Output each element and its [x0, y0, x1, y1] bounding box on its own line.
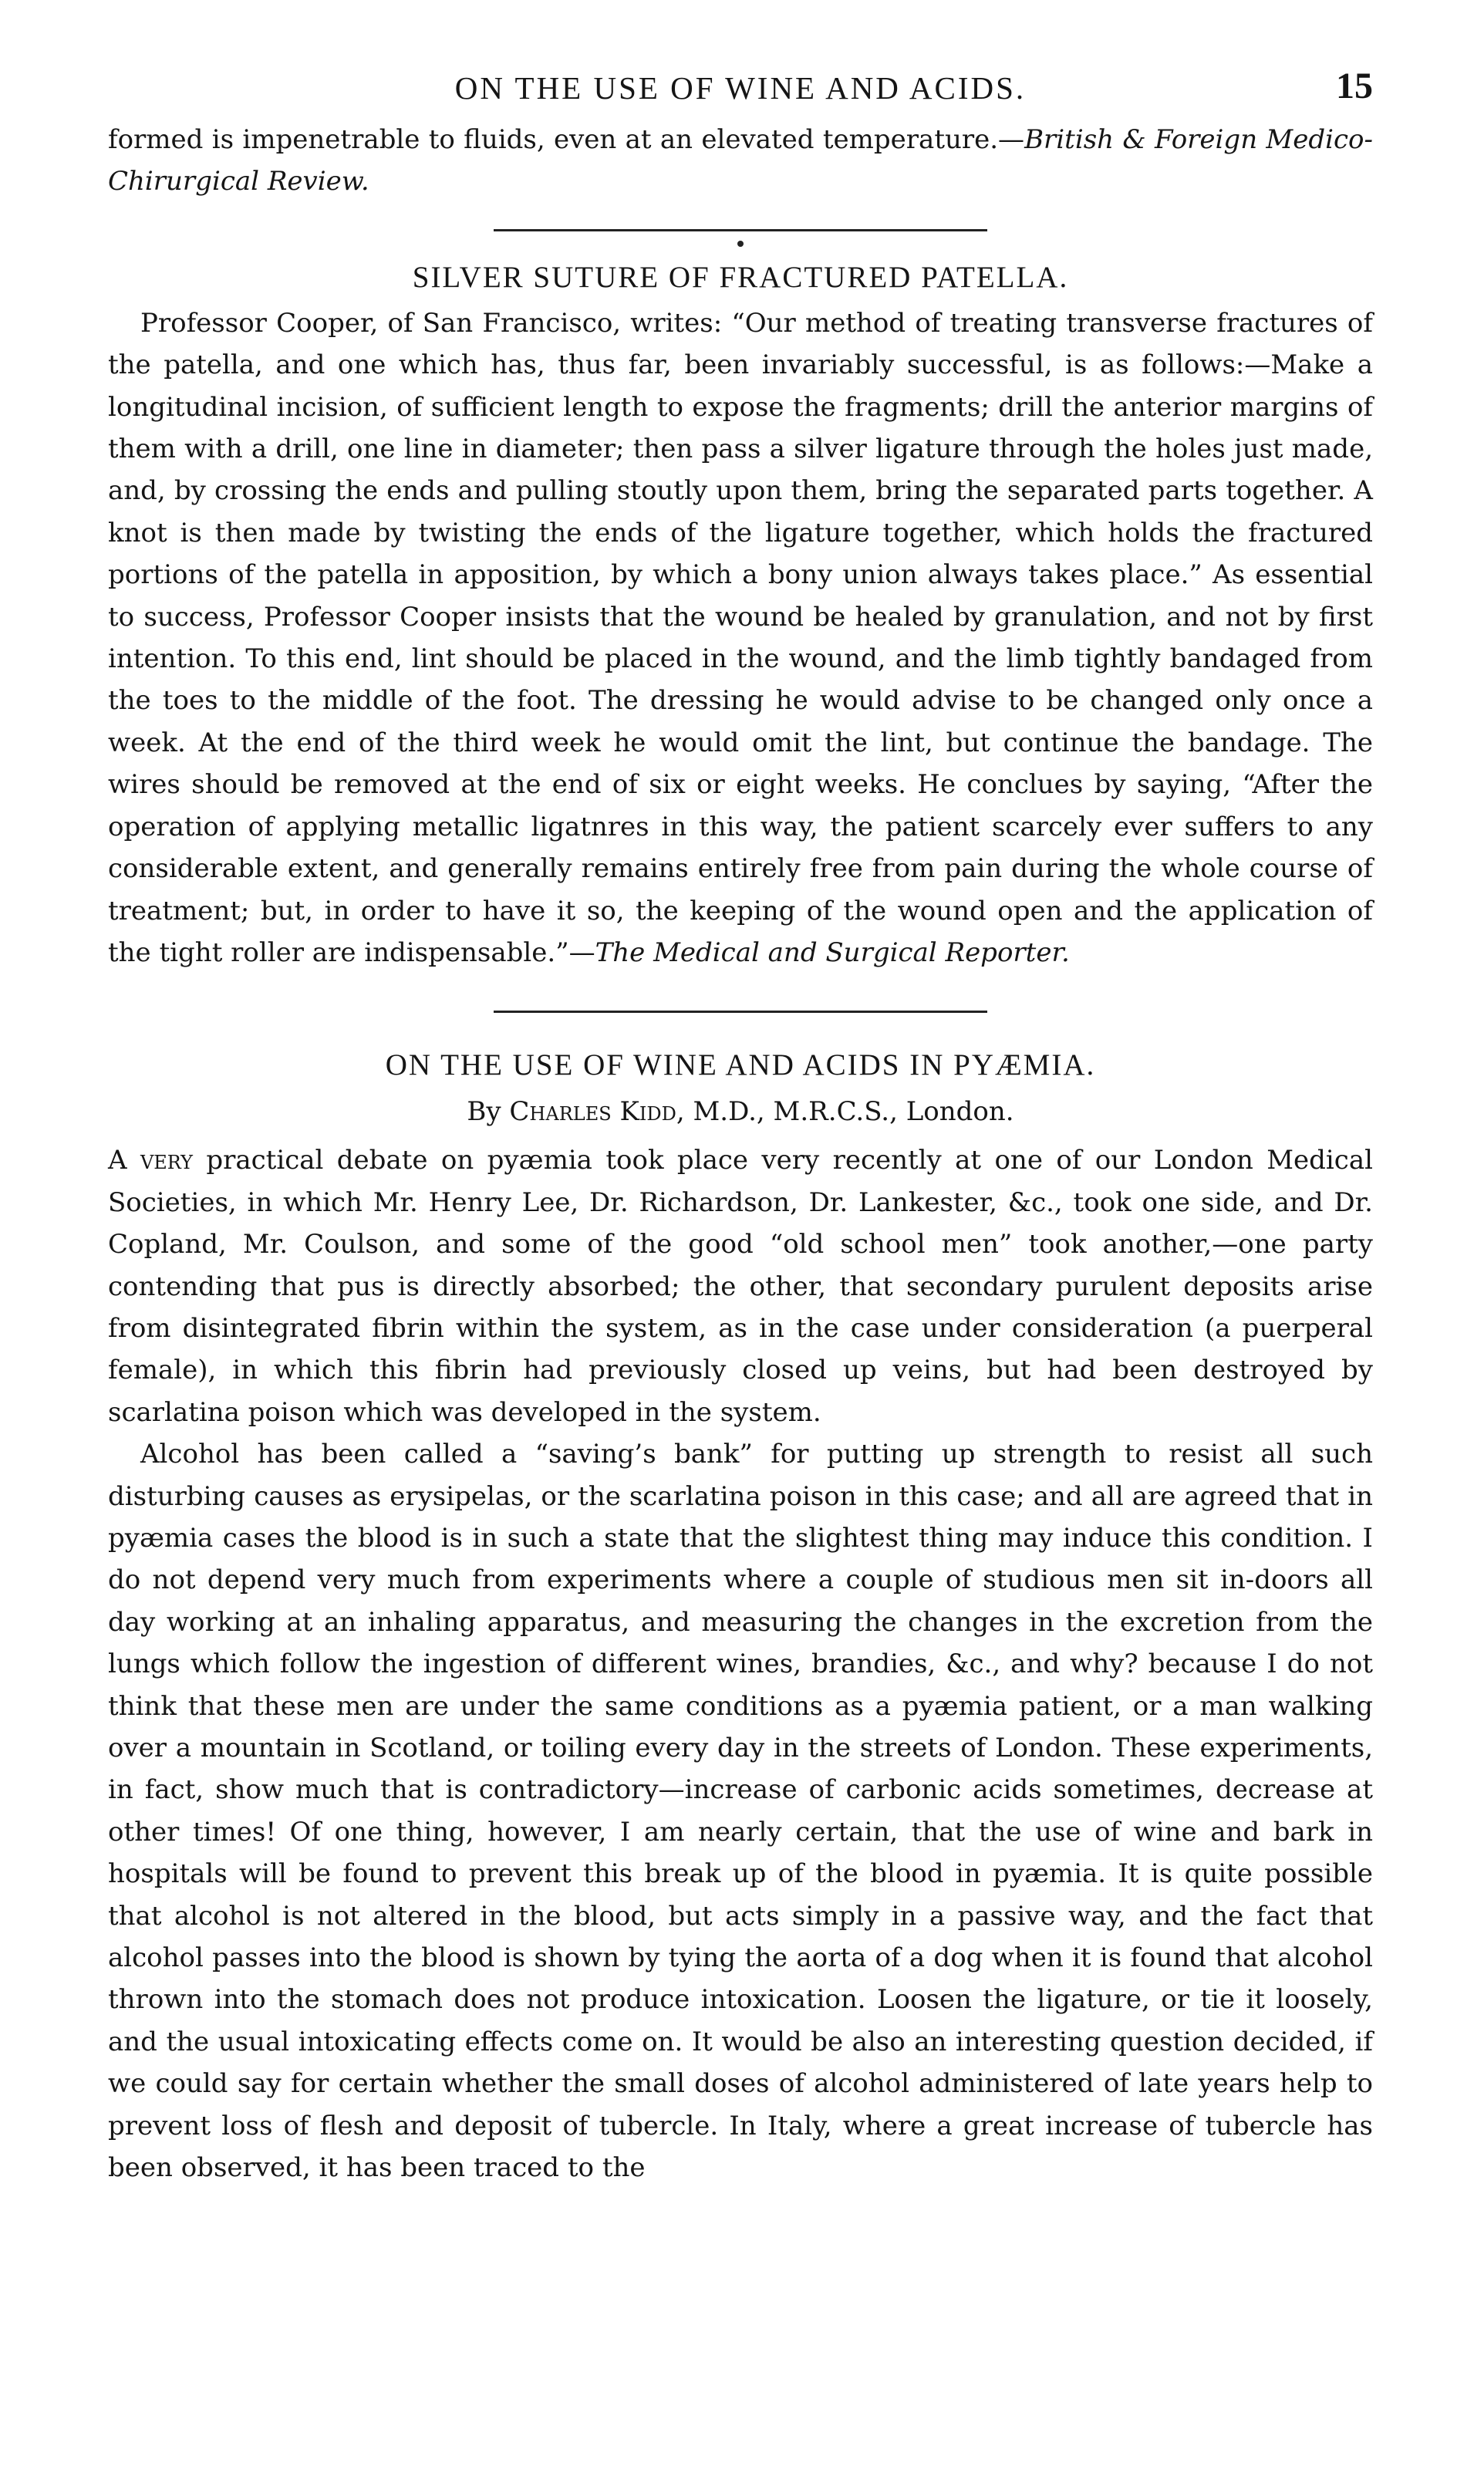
- journal-page: [108, 65, 1373, 2188]
- byline: [108, 1092, 1373, 1132]
- section-divider: [494, 229, 987, 231]
- pyaemia-para1-text: practical debate on pyæmia took place very recently at one of our London Medical Societies, in which Mr. Henry Lee, Dr. Richardson, Dr. Lankester, &c., took one side, and Dr. Copland, Mr. Coulson, and some of the good “old school men” took another,—one party contending that pus is directly absorbed; the other, that secondary purulent deposits arise from disintegrated fibrin within the system, as in the case under consideration (a puerperal female), in which this fibrin had previously closed up veins, but had been destroyed by scarlatina poison which was developed in the system.: [108, 1145, 1373, 1428]
- continuation-text: formed is impenetrable to fluids, even at an elevated temperature.—: [108, 124, 1025, 155]
- continuation-paragraph: [108, 119, 1373, 203]
- article-title-patella: SILVER SUTURE OF FRACTURED PATELLA.: [412, 260, 1069, 294]
- patella-paragraph: [108, 302, 1373, 974]
- article-title-pyaemia: ON THE USE OF WINE AND ACIDS IN PYÆMIA.: [385, 1048, 1096, 1082]
- page-number: 15: [1336, 66, 1373, 106]
- continuation-source: British & Foreign Medico-Chirurgical Review.: [108, 124, 1373, 197]
- byline-prefix: By: [467, 1096, 510, 1128]
- patella-body: Professor Cooper, of San Francisco, writes: “Our method of treating transverse fractures of the patella, and one which has, thus far, been invariably successful, is as follows:—Make a longitudinal incision, of sufficient length to expose the fragments; drill the anterior margins of them with a drill, one line in diameter; then pass a silver ligature through the holes just made, and, by crossing the ends and pulling stoutly upon them, bring the separated parts together. A knot is then made by twisting the ends of the ligature together, which holds the fractured portions of the patella in apposition, by which a bony union always takes place.” As essential to success, Professor Cooper insists that the wound be healed by granulation, and not by first intention. To this end, lint should be placed in the wound, and the limb tightly bandaged from the toes to the middle of the foot. The dressing he would advise to be changed only once a week. At the end of the third week he would omit the lint, but continue the bandage. The wires should be removed at the end of six or eight weeks. He conclues by saying, “After the operation of applying metallic ligatnres in this way, the patient scarcely ever suffers to any considerable extent, and generally remains entirely free from pain during the whole course of treatment; but, in order to have it so, the keeping of the wound open and the application of the tight roller are indispensable.”—: [108, 307, 1373, 968]
- running-title: ON THE USE OF WINE AND ACIDS.: [454, 70, 1027, 106]
- lead-words: A very: [108, 1145, 193, 1176]
- author-name: Charles Kidd: [509, 1096, 676, 1128]
- patella-source: The Medical and Surgical Reporter.: [595, 936, 1070, 968]
- divider-dot: [737, 241, 744, 247]
- byline-suffix: , M.D., M.R.C.S., London.: [676, 1096, 1014, 1128]
- pyaemia-paragraph-2: Alcohol has been called a “saving’s bank” for putting up strength to resist all such disturbing causes as erysipelas, or the scarlatina poison in this case; and all are agreed that in pyæmia cases the blood is in such a state that the slightest thing may induce this condition. I do not depend very much from experiments where a couple of studious men sit in-doors all day working at an inhaling apparatus, and measuring the changes in the excretion from the lungs which follow the ingestion of different wines, brandies, &c., and why? because I do not think that these men are under the same conditions as a pyæmia patient, or a man walking over a mountain in Scotland, or toiling every day in the streets of London. These experiments, in fact, show much that is contradictory—increase of carbonic acids sometimes, decrease at other times! Of one thing, however, I am nearly certain, that the use of wine and bark in hospitals will be found to prevent this break up of the blood in pyæmia. It is quite possible that alcohol is not altered in the blood, but acts simply in a passive way, and the fact that alcohol passes into the blood is shown by tying the aorta of a dog when it is found that alcohol thrown into the stomach does not produce intoxication. Loosen the ligature, or tie it loosely, and the usual intoxicating effects come on. It would be also an interesting question decided, if we could say for certain whether the small doses of alcohol administered of late years help to prevent loss of flesh and deposit of tubercle. In Italy, where a great increase of tubercle has been observed, it has been traced to the: [108, 1439, 1373, 2184]
- running-head: [108, 65, 1373, 119]
- pyaemia-paragraph-1: [108, 1139, 1373, 1433]
